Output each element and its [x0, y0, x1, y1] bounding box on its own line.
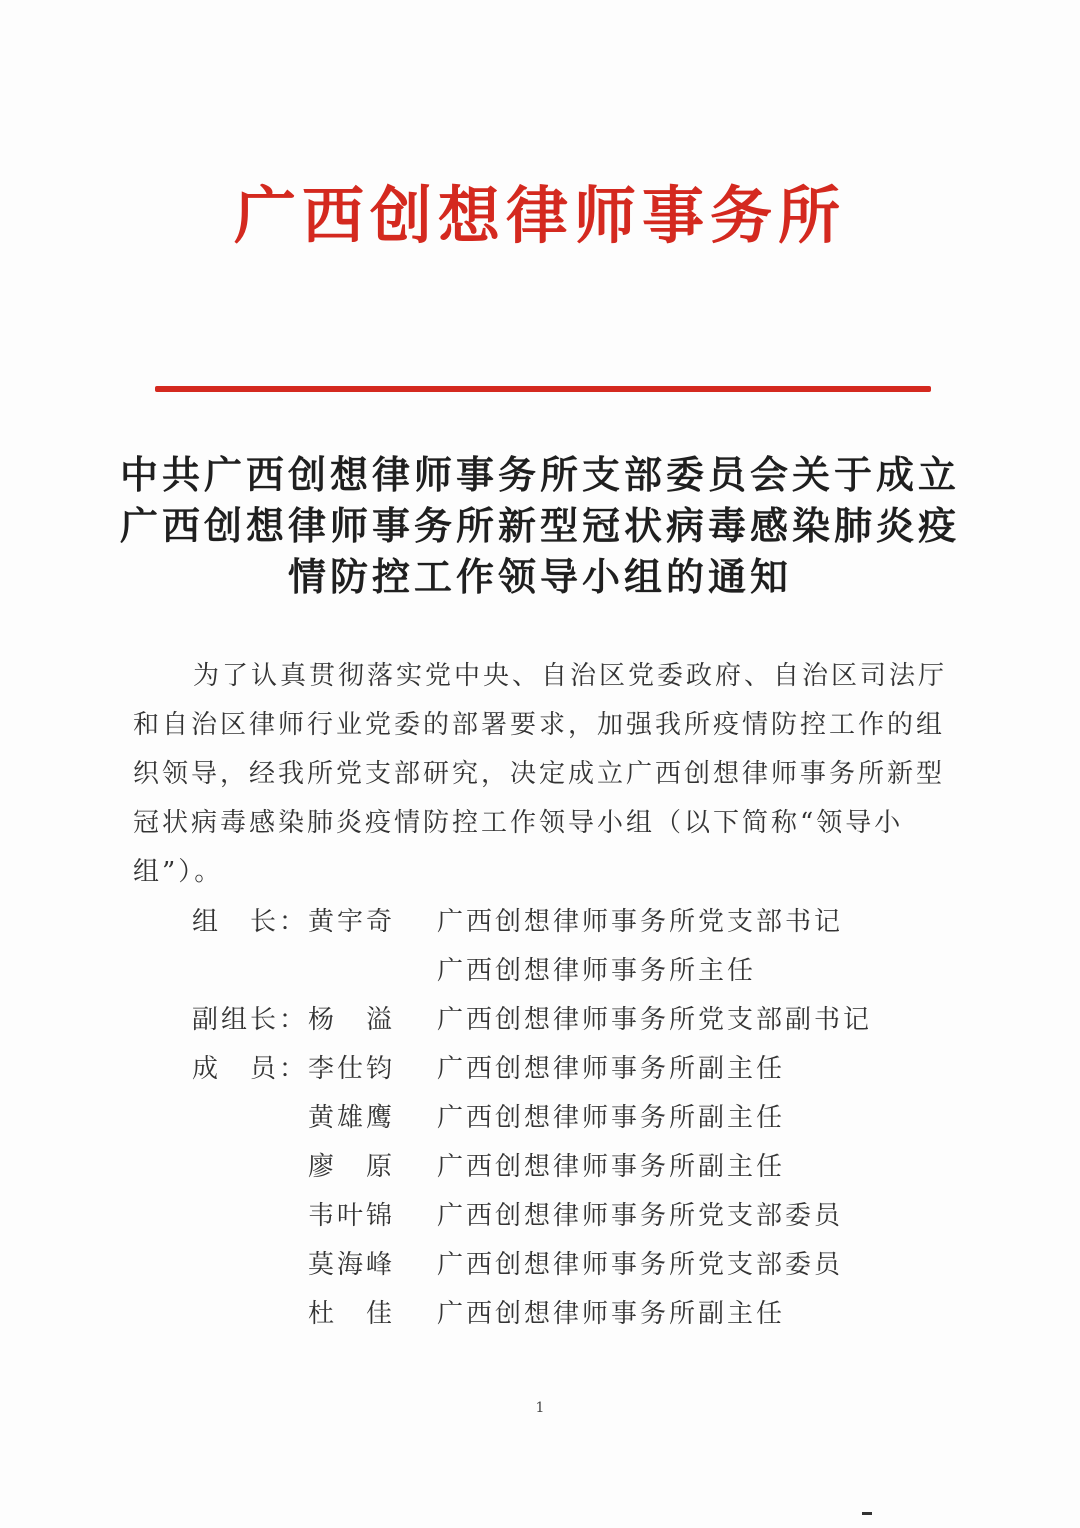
roster-row — [192, 1045, 992, 1094]
body-paragraph — [133, 652, 953, 897]
roster-row — [192, 996, 992, 1045]
body-line: 组”）。 — [133, 857, 224, 887]
roster-name: 韦叶锦 — [308, 1201, 396, 1231]
masthead-title: 广西创想律师事务所 — [233, 179, 846, 252]
roster-row — [192, 1143, 992, 1192]
roster-row — [192, 947, 992, 996]
roster-row — [192, 898, 992, 947]
leadership-roster — [192, 898, 992, 1339]
roster-role: 成 员： — [192, 1054, 309, 1084]
roster-name: 黄雄鹰 — [308, 1103, 396, 1133]
roster-name: 杨 溢 — [308, 1005, 396, 1035]
body-line: 为了认真贯彻落实党中央、自治区党委政府、自治区司法厅 — [193, 661, 948, 691]
roster-row — [192, 1192, 992, 1241]
body-line: 冠状病毒感染肺炎疫情防控工作领导小组（以下简称“领导小 — [133, 808, 904, 838]
roster-row — [192, 1094, 992, 1143]
document-title — [120, 450, 960, 603]
roster-name: 黄宇奇 — [308, 907, 396, 937]
roster-title: 广西创想律师事务所主任 — [437, 956, 757, 986]
roster-role: 副组长： — [192, 1005, 309, 1035]
red-divider-line — [155, 386, 931, 392]
roster-title: 广西创想律师事务所副主任 — [437, 1054, 786, 1084]
roster-title: 广西创想律师事务所党支部委员 — [437, 1201, 844, 1231]
roster-row — [192, 1290, 992, 1339]
body-line: 和自治区律师行业党委的部署要求，加强我所疫情防控工作的组 — [133, 710, 946, 740]
roster-title: 广西创想律师事务所党支部委员 — [437, 1250, 844, 1280]
roster-name: 李仕钧 — [308, 1054, 396, 1084]
roster-name: 廖 原 — [308, 1152, 396, 1182]
title-line: 情防控工作领导小组的通知 — [287, 555, 792, 599]
roster-title: 广西创想律师事务所党支部副书记 — [437, 1005, 873, 1035]
roster-name: 莫海峰 — [308, 1250, 396, 1280]
roster-title: 广西创想律师事务所党支部书记 — [437, 907, 844, 937]
roster-title: 广西创想律师事务所副主任 — [437, 1103, 786, 1133]
scan-mark — [862, 1512, 872, 1515]
roster-title: 广西创想律师事务所副主任 — [437, 1152, 786, 1182]
roster-title: 广西创想律师事务所副主任 — [437, 1299, 786, 1329]
title-line: 广西创想律师事务所新型冠状病毒感染肺炎疫 — [120, 504, 961, 548]
page-number: 1 — [535, 1400, 545, 1416]
title-line: 中共广西创想律师事务所支部委员会关于成立 — [120, 453, 961, 497]
body-line: 织领导，经我所党支部研究，决定成立广西创想律师事务所新型 — [133, 759, 946, 789]
roster-name: 杜 佳 — [308, 1299, 396, 1329]
roster-row — [192, 1241, 992, 1290]
roster-role: 组 长： — [192, 907, 309, 937]
